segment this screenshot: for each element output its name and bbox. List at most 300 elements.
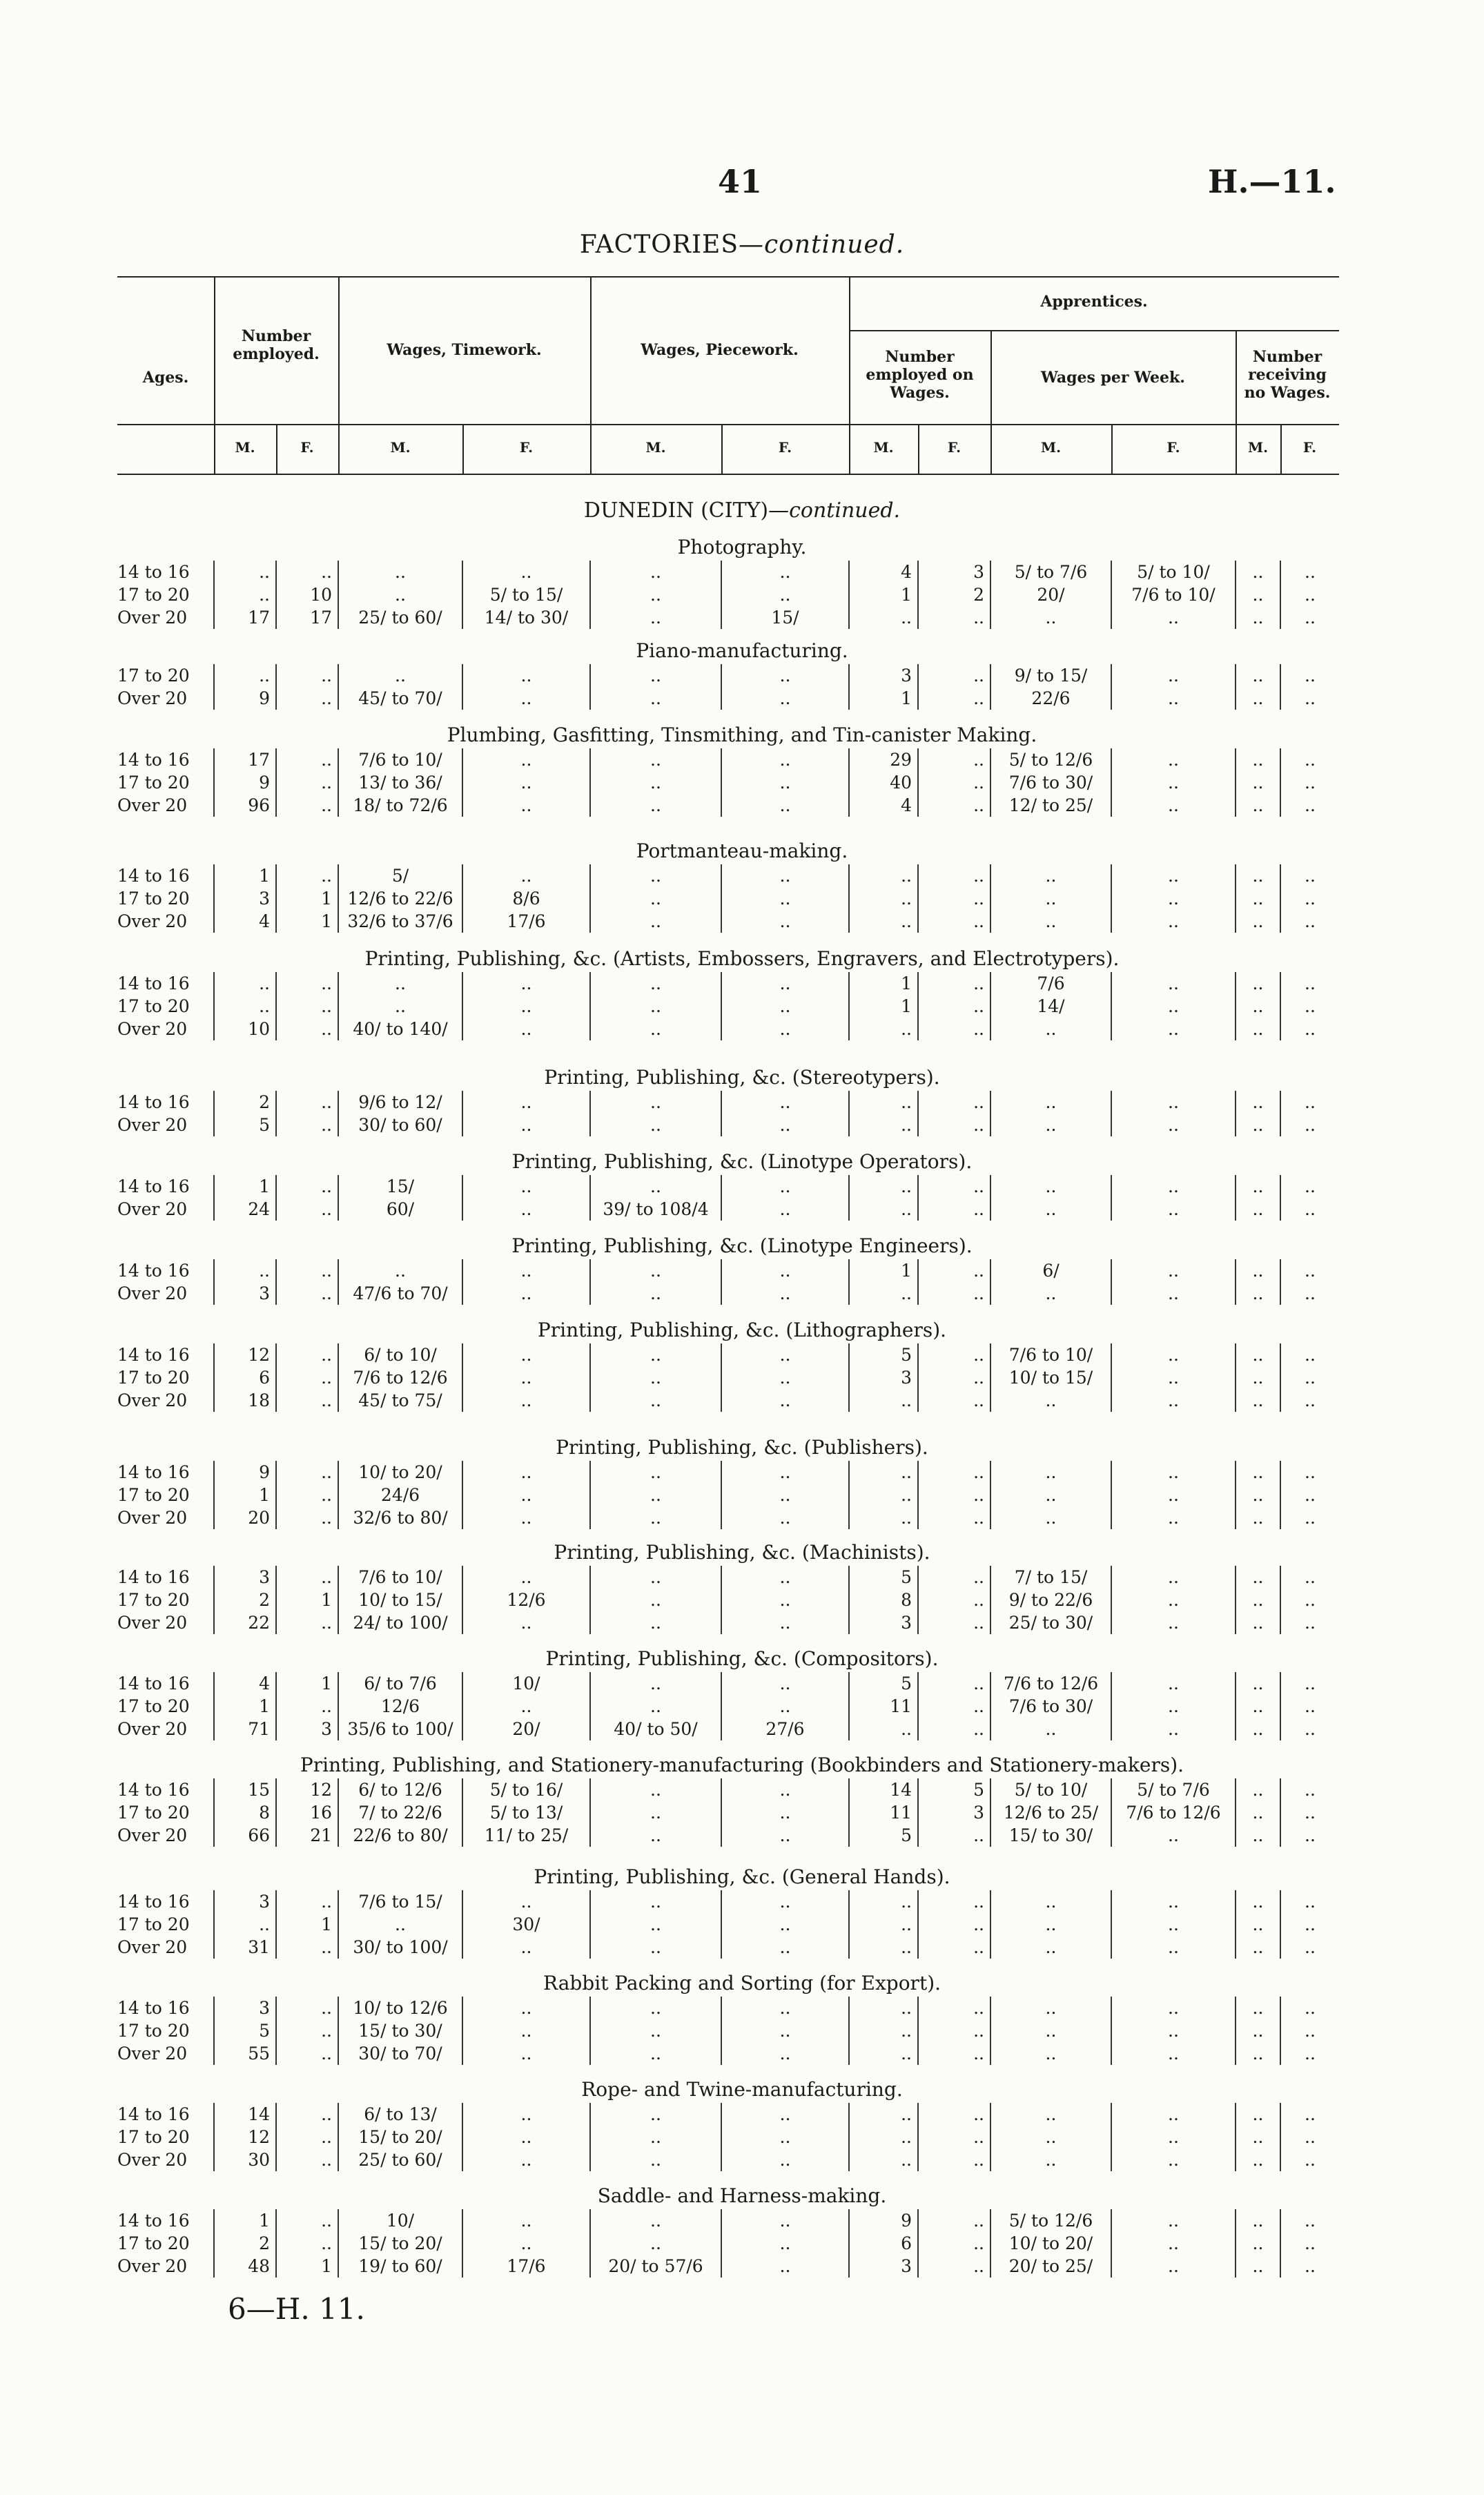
table-cell: 7/6 to 12/6 xyxy=(338,1366,462,1389)
table-cell: .. xyxy=(1280,1389,1339,1412)
table-cell: .. xyxy=(1236,664,1280,687)
table-cell: .. xyxy=(1236,1366,1280,1389)
table-cell: .. xyxy=(462,771,590,794)
sub-m: M. xyxy=(1247,439,1269,456)
table-cell: .. xyxy=(276,2019,338,2042)
table-cell: .. xyxy=(918,606,990,629)
table-cell: .. xyxy=(590,1091,721,1114)
table-cell: .. xyxy=(590,972,721,995)
table-cell: .. xyxy=(276,2126,338,2148)
document-reference: H.—11. xyxy=(1208,163,1336,200)
table-cell: .. xyxy=(462,1695,590,1718)
table-cell: .. xyxy=(918,2019,990,2042)
table-cell: .. xyxy=(462,1389,590,1412)
table-cell: 5 xyxy=(849,1672,918,1695)
table-cell: 30/ xyxy=(462,1913,590,1936)
table-cell: 24/ to 100/ xyxy=(338,1611,462,1634)
table-cell: .. xyxy=(1236,1175,1280,1198)
table-cell: .. xyxy=(918,972,990,995)
table-cell: .. xyxy=(462,687,590,710)
table-cell: .. xyxy=(590,2126,721,2148)
table-cell: .. xyxy=(721,887,849,910)
sub-f: F. xyxy=(778,439,792,456)
table-cell: 10 xyxy=(276,583,338,606)
table-cell: .. xyxy=(276,1018,338,1040)
table-cell: .. xyxy=(849,1484,918,1506)
table-cell: .. xyxy=(990,2148,1111,2171)
table-row xyxy=(117,2209,1339,2232)
table-cell: 22/6 to 80/ xyxy=(338,1824,462,1847)
table-cell: .. xyxy=(1236,972,1280,995)
table-cell: .. xyxy=(1236,2042,1280,2065)
table-cell: 1 xyxy=(276,1913,338,1936)
table-cell: .. xyxy=(849,2126,918,2148)
table-cell: .. xyxy=(1236,887,1280,910)
table-cell: .. xyxy=(918,2148,990,2171)
table-cell: .. xyxy=(338,583,462,606)
table-cell: .. xyxy=(721,1282,849,1305)
table-cell: .. xyxy=(990,1936,1111,1959)
table-row xyxy=(117,1589,1339,1611)
table-cell: 6 xyxy=(849,2232,918,2255)
table-cell: 7/6 to 10/ xyxy=(338,748,462,771)
table-row xyxy=(117,583,1339,606)
age-cell: 14 to 16 xyxy=(117,1176,190,1196)
table-cell: 12 xyxy=(276,1778,338,1801)
table-cell: .. xyxy=(214,561,276,583)
table-cell: .. xyxy=(1111,664,1236,687)
age-cell: 17 to 20 xyxy=(117,2127,190,2147)
table-cell: 30/ to 100/ xyxy=(338,1936,462,1959)
table-row xyxy=(117,864,1339,887)
table-cell: 2 xyxy=(214,2232,276,2255)
table-cell: 5/ to 13/ xyxy=(462,1801,590,1824)
table-row xyxy=(117,561,1339,583)
table-cell: .. xyxy=(590,1936,721,1959)
running-title xyxy=(0,231,1484,259)
table-cell: .. xyxy=(918,1114,990,1136)
table-cell: 4 xyxy=(214,910,276,933)
table-row xyxy=(117,1175,1339,1198)
table-row xyxy=(117,1718,1339,1740)
table-cell: .. xyxy=(1280,1018,1339,1040)
table-cell: .. xyxy=(590,664,721,687)
table-cell: .. xyxy=(721,995,849,1018)
table-cell: 18 xyxy=(214,1389,276,1412)
table-cell: .. xyxy=(990,1484,1111,1506)
table-cell: 96 xyxy=(214,794,276,817)
table-cell: .. xyxy=(1236,561,1280,583)
table-row xyxy=(117,1366,1339,1389)
table-cell: 20 xyxy=(214,1506,276,1529)
table-cell: .. xyxy=(1280,887,1339,910)
table-cell: .. xyxy=(1236,583,1280,606)
table-cell: .. xyxy=(721,664,849,687)
section-title: Portmanteau-making. xyxy=(636,839,848,862)
wages-piecework-header: Wages, Piecework. xyxy=(641,341,799,359)
table-cell: .. xyxy=(721,1259,849,1282)
table-cell: .. xyxy=(1236,794,1280,817)
table-cell: .. xyxy=(462,1018,590,1040)
table-cell: .. xyxy=(1280,1114,1339,1136)
table-cell: 45/ to 75/ xyxy=(338,1389,462,1412)
table-cell: 1 xyxy=(276,1589,338,1611)
table-cell: .. xyxy=(849,1114,918,1136)
table-cell: .. xyxy=(590,2103,721,2126)
table-cell: .. xyxy=(590,1913,721,1936)
table-cell: .. xyxy=(338,561,462,583)
table-row xyxy=(117,664,1339,687)
table-cell: .. xyxy=(276,1343,338,1366)
sub-f: F. xyxy=(300,439,314,456)
table-cell: .. xyxy=(590,1695,721,1718)
table-cell: 22/6 xyxy=(990,687,1111,710)
table-cell: .. xyxy=(918,2042,990,2065)
table-row xyxy=(117,887,1339,910)
table-cell: 5/ xyxy=(338,864,462,887)
table-cell: .. xyxy=(1280,1997,1339,2019)
table-cell: .. xyxy=(918,2103,990,2126)
table-cell: .. xyxy=(849,2042,918,2065)
table-cell: 3 xyxy=(918,561,990,583)
table-cell: .. xyxy=(918,887,990,910)
table-cell: .. xyxy=(1236,1018,1280,1040)
table-cell: .. xyxy=(462,1997,590,2019)
age-cell: 17 to 20 xyxy=(117,1696,190,1716)
table-cell: .. xyxy=(849,1018,918,1040)
table-cell: 5 xyxy=(918,1778,990,1801)
table-cell: 1 xyxy=(849,583,918,606)
table-cell: .. xyxy=(721,1343,849,1366)
table-cell: 7/6 to 30/ xyxy=(990,1695,1111,1718)
table-row xyxy=(117,2042,1339,2065)
table-cell: .. xyxy=(1111,995,1236,1018)
age-cell: 14 to 16 xyxy=(117,1998,190,2018)
table-cell: 10/ xyxy=(338,2209,462,2232)
section-title: Printing, Publishing, &c. (Linotype Engineers). xyxy=(511,1234,973,1257)
table-cell: .. xyxy=(276,1389,338,1412)
table-cell: 18/ to 72/6 xyxy=(338,794,462,817)
page-footer: 6—H. 11. xyxy=(228,2292,365,2326)
table-cell: .. xyxy=(1111,1259,1236,1282)
table-cell: .. xyxy=(918,1824,990,1847)
table-cell: .. xyxy=(590,687,721,710)
table-cell: .. xyxy=(990,1114,1111,1136)
table-row xyxy=(117,1824,1339,1847)
age-cell: Over 20 xyxy=(117,1390,188,1410)
age-cell: 14 to 16 xyxy=(117,1261,190,1281)
table-cell: .. xyxy=(1236,1718,1280,1740)
table-cell: .. xyxy=(462,1890,590,1913)
table-cell: .. xyxy=(849,1913,918,1936)
table-cell: .. xyxy=(276,1566,338,1589)
table-cell: .. xyxy=(1111,1695,1236,1718)
table-cell: .. xyxy=(918,794,990,817)
table-cell: 1 xyxy=(214,1175,276,1198)
table-cell: .. xyxy=(462,2148,590,2171)
table-cell: 3 xyxy=(214,1282,276,1305)
table-cell: .. xyxy=(1236,1936,1280,1959)
table-cell: .. xyxy=(1111,2232,1236,2255)
table-cell: .. xyxy=(590,771,721,794)
table-cell: .. xyxy=(1236,1997,1280,2019)
table-cell: .. xyxy=(721,1484,849,1506)
table-cell: .. xyxy=(462,1506,590,1529)
table-cell: .. xyxy=(590,2232,721,2255)
table-cell: .. xyxy=(721,1695,849,1718)
table-cell: 4 xyxy=(849,561,918,583)
table-cell: .. xyxy=(462,972,590,995)
age-cell: Over 20 xyxy=(117,1508,188,1528)
table-cell: .. xyxy=(990,1018,1111,1040)
table-cell: .. xyxy=(990,1461,1111,1484)
table-cell: .. xyxy=(1236,687,1280,710)
table-cell: .. xyxy=(1111,1936,1236,1959)
table-cell: .. xyxy=(849,1506,918,1529)
age-cell: 14 to 16 xyxy=(117,973,190,993)
sub-f: F. xyxy=(947,439,961,456)
table-cell: 14/ to 30/ xyxy=(462,606,590,629)
table-cell: .. xyxy=(1111,1198,1236,1221)
table-cell: .. xyxy=(1236,748,1280,771)
table-cell: .. xyxy=(918,2232,990,2255)
section-table xyxy=(117,748,1339,817)
table-cell: .. xyxy=(590,1672,721,1695)
table-cell: 10/ to 12/6 xyxy=(338,1997,462,2019)
table-cell: .. xyxy=(590,2148,721,2171)
table-cell: .. xyxy=(721,1114,849,1136)
section-table xyxy=(117,972,1339,1040)
table-cell: .. xyxy=(1280,2148,1339,2171)
table-row xyxy=(117,1018,1339,1040)
table-cell: .. xyxy=(276,1366,338,1389)
table-cell: .. xyxy=(1236,1611,1280,1634)
table-row xyxy=(117,1611,1339,1634)
section-table xyxy=(117,1890,1339,1959)
table-cell: .. xyxy=(214,972,276,995)
table-cell: 10/ to 20/ xyxy=(338,1461,462,1484)
table-cell: .. xyxy=(918,910,990,933)
table-cell: 7/6 to 10/ xyxy=(990,1343,1111,1366)
table-cell: .. xyxy=(1280,606,1339,629)
table-cell: .. xyxy=(1280,2209,1339,2232)
table-cell: .. xyxy=(990,2042,1111,2065)
table-cell: .. xyxy=(721,2042,849,2065)
table-cell: .. xyxy=(462,2126,590,2148)
age-cell: Over 20 xyxy=(117,1199,188,1219)
table-cell: .. xyxy=(918,995,990,1018)
table-cell: .. xyxy=(1280,1484,1339,1506)
table-cell: .. xyxy=(590,2019,721,2042)
table-cell: 48 xyxy=(214,2255,276,2278)
age-cell: Over 20 xyxy=(117,1613,188,1633)
table-cell: .. xyxy=(1236,1589,1280,1611)
table-cell: .. xyxy=(918,664,990,687)
table-cell: 1 xyxy=(276,910,338,933)
age-cell: Over 20 xyxy=(117,1719,188,1739)
table-cell: .. xyxy=(590,606,721,629)
table-cell: .. xyxy=(1236,864,1280,887)
sub-m: M. xyxy=(873,439,894,456)
table-cell: .. xyxy=(590,1890,721,1913)
table-cell: .. xyxy=(1111,2255,1236,2278)
table-cell: .. xyxy=(1236,606,1280,629)
table-cell: 6/ to 12/6 xyxy=(338,1778,462,1801)
table-cell: .. xyxy=(721,1366,849,1389)
section-table xyxy=(117,561,1339,629)
table-cell: .. xyxy=(1111,1282,1236,1305)
table-cell: .. xyxy=(918,2126,990,2148)
table-cell: .. xyxy=(1236,2019,1280,2042)
table-cell: 15/ to 20/ xyxy=(338,2232,462,2255)
table-cell: .. xyxy=(590,1778,721,1801)
table-cell: .. xyxy=(1236,771,1280,794)
table-cell: 10 xyxy=(214,1018,276,1040)
table-cell: .. xyxy=(918,1389,990,1412)
table-row xyxy=(117,687,1339,710)
section-title: Photography. xyxy=(677,536,807,559)
table-cell: .. xyxy=(1111,1506,1236,1529)
table-cell: .. xyxy=(462,1611,590,1634)
table-cell: 35/6 to 100/ xyxy=(338,1718,462,1740)
table-cell: .. xyxy=(338,1913,462,1936)
table-cell: 40/ to 50/ xyxy=(590,1718,721,1740)
table-cell: .. xyxy=(1280,1259,1339,1282)
table-cell: 3 xyxy=(849,2255,918,2278)
table-cell: 30/ to 70/ xyxy=(338,2042,462,2065)
table-cell: .. xyxy=(918,1913,990,1936)
table-cell: .. xyxy=(462,664,590,687)
table-cell: .. xyxy=(849,1997,918,2019)
table-cell: 27/6 xyxy=(721,1718,849,1740)
section-title: Plumbing, Gasfitting, Tinsmithing, and Tin-canister Making. xyxy=(447,724,1037,746)
table-cell: .. xyxy=(721,2148,849,2171)
table-cell: 12/6 to 22/6 xyxy=(338,887,462,910)
table-row xyxy=(117,995,1339,1018)
table-cell: 2 xyxy=(214,1589,276,1611)
table-cell: .. xyxy=(721,1801,849,1824)
table-cell: .. xyxy=(276,1695,338,1718)
table-cell: .. xyxy=(276,2148,338,2171)
table-cell: 1 xyxy=(214,1695,276,1718)
table-cell: .. xyxy=(1111,1343,1236,1366)
table-cell: .. xyxy=(1280,1890,1339,1913)
table-cell: .. xyxy=(1111,1175,1236,1198)
table-cell: 14 xyxy=(214,2103,276,2126)
table-cell: .. xyxy=(462,2209,590,2232)
table-cell: 30/ to 60/ xyxy=(338,1114,462,1136)
table-cell: .. xyxy=(1111,2019,1236,2042)
table-cell: 7/6 to 15/ xyxy=(338,1890,462,1913)
table-cell: 5/ to 10/ xyxy=(1111,561,1236,583)
section-table xyxy=(117,1091,1339,1136)
age-cell: Over 20 xyxy=(117,608,188,628)
table-cell: 9 xyxy=(214,1461,276,1484)
table-cell: .. xyxy=(1236,1801,1280,1824)
table-cell: .. xyxy=(590,1282,721,1305)
table-cell: .. xyxy=(918,1672,990,1695)
table-cell: .. xyxy=(1236,2103,1280,2126)
table-cell: .. xyxy=(721,1506,849,1529)
table-cell: .. xyxy=(918,1198,990,1221)
table-cell: .. xyxy=(918,1611,990,1634)
table-cell: .. xyxy=(990,2019,1111,2042)
table-cell: .. xyxy=(1111,1091,1236,1114)
table-cell: .. xyxy=(214,1913,276,1936)
section-title: Printing, Publishing, &c. (General Hands). xyxy=(534,1865,950,1888)
section-title: Printing, Publishing, &c. (Linotype Operators). xyxy=(511,1150,973,1173)
table-cell: .. xyxy=(1280,2232,1339,2255)
age-cell: 14 to 16 xyxy=(117,1780,190,1800)
table-cell: 20/ to 57/6 xyxy=(590,2255,721,2278)
age-cell: 14 to 16 xyxy=(117,562,190,582)
table-cell: .. xyxy=(1236,1672,1280,1695)
table-cell: .. xyxy=(338,972,462,995)
table-cell: 16 xyxy=(276,1801,338,1824)
table-cell: .. xyxy=(590,1343,721,1366)
age-cell: 17 to 20 xyxy=(117,585,190,605)
table-cell: 7/ to 22/6 xyxy=(338,1801,462,1824)
table-cell: 6/ xyxy=(990,1259,1111,1282)
table-cell: 5 xyxy=(214,1114,276,1136)
table-cell: .. xyxy=(1280,2255,1339,2278)
table-row xyxy=(117,1801,1339,1824)
table-cell: 21 xyxy=(276,1824,338,1847)
table-cell: 12/6 to 25/ xyxy=(990,1801,1111,1824)
sub-m: M. xyxy=(645,439,666,456)
table-cell: 15/ to 20/ xyxy=(338,2126,462,2148)
table-cell: .. xyxy=(1280,1506,1339,1529)
table-cell: .. xyxy=(1111,1389,1236,1412)
table-cell: 32/6 to 37/6 xyxy=(338,910,462,933)
table-cell: 11 xyxy=(849,1801,918,1824)
table-cell: .. xyxy=(1111,1114,1236,1136)
table-cell: .. xyxy=(990,1389,1111,1412)
table-cell: .. xyxy=(1280,972,1339,995)
table-cell: 14 xyxy=(849,1778,918,1801)
table-cell: .. xyxy=(721,1461,849,1484)
table-cell: .. xyxy=(918,1718,990,1740)
employed-on-wages-header: Number employed on Wages. xyxy=(866,348,974,402)
table-cell: .. xyxy=(462,2019,590,2042)
table-row xyxy=(117,1913,1339,1936)
section-title: Printing, Publishing, &c. (Lithographers). xyxy=(537,1319,947,1341)
table-cell: .. xyxy=(1280,664,1339,687)
table-cell: .. xyxy=(1111,1718,1236,1740)
age-cell: 14 to 16 xyxy=(117,1092,190,1112)
table-cell: 5 xyxy=(214,2019,276,2042)
table-cell: .. xyxy=(721,864,849,887)
table-cell: 5/ to 15/ xyxy=(462,583,590,606)
table-cell: .. xyxy=(590,864,721,887)
table-cell: .. xyxy=(721,1389,849,1412)
age-cell: 14 to 16 xyxy=(117,2211,190,2231)
table-cell: .. xyxy=(721,687,849,710)
table-cell: .. xyxy=(918,1695,990,1718)
age-cell: Over 20 xyxy=(117,1825,188,1845)
table-cell: .. xyxy=(1280,771,1339,794)
ages-header: Ages. xyxy=(142,369,189,387)
table-row xyxy=(117,1389,1339,1412)
table-cell: .. xyxy=(721,1198,849,1221)
table-cell: .. xyxy=(1280,1778,1339,1801)
table-cell: .. xyxy=(462,2232,590,2255)
section-title: Printing, Publishing, &c. (Stereotypers). xyxy=(544,1066,940,1089)
table-row xyxy=(117,1461,1339,1484)
table-row xyxy=(117,1506,1339,1529)
table-row xyxy=(117,606,1339,629)
age-cell: 17 to 20 xyxy=(117,2021,190,2041)
